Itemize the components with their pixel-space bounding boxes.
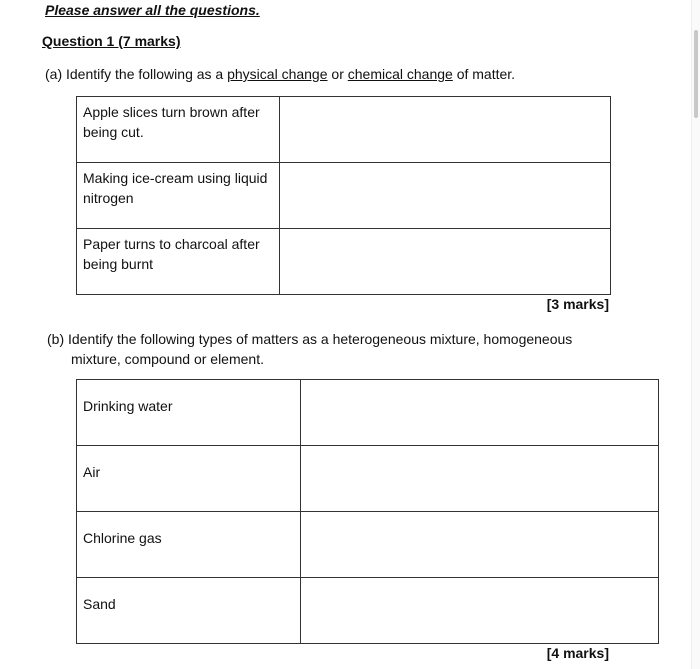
table-row xyxy=(77,163,611,229)
item-cell: Sand xyxy=(77,578,301,644)
scrollbar-thumb[interactable] xyxy=(694,30,698,118)
answer-cell[interactable] xyxy=(280,163,611,229)
part-a-marks: [3 marks] xyxy=(546,296,609,312)
part-b-line2: mixture, compound or element. xyxy=(71,351,264,367)
question-title: Question 1 (7 marks) xyxy=(42,33,181,49)
part-a-suffix: of matter. xyxy=(452,66,516,82)
instruction-text: Please answer all the questions. xyxy=(45,2,260,18)
part-b-line1: (b) Identify the following types of matters as a heterogeneous mixture, homogeneous xyxy=(47,331,573,347)
item-cell: Paper turns to charcoal after being burnt xyxy=(77,229,280,295)
answer-cell[interactable] xyxy=(301,446,659,512)
item-cell: Air xyxy=(77,446,301,512)
part-b-table xyxy=(76,379,659,644)
part-a-term-physical: physical change xyxy=(227,66,328,82)
table-row xyxy=(77,97,611,163)
part-b-marks: [4 marks] xyxy=(546,645,609,661)
table-row xyxy=(77,380,659,446)
table-row xyxy=(77,229,611,295)
item-cell: Drinking water xyxy=(77,380,301,446)
part-a-table xyxy=(76,96,611,295)
item-cell: Chlorine gas xyxy=(77,512,301,578)
answer-cell[interactable] xyxy=(301,380,659,446)
item-cell: Apple slices turn brown after being cut. xyxy=(77,97,280,163)
answer-cell[interactable] xyxy=(280,97,611,163)
part-a-term-chemical: chemical change xyxy=(347,66,453,82)
part-a-prompt xyxy=(45,66,515,82)
answer-cell[interactable] xyxy=(301,578,659,644)
table-row xyxy=(77,512,659,578)
item-cell: Making ice-cream using liquid nitrogen xyxy=(77,163,280,229)
part-b-prompt xyxy=(47,329,627,369)
table-row xyxy=(77,446,659,512)
table-row xyxy=(77,578,659,644)
answer-cell[interactable] xyxy=(301,512,659,578)
part-a-prefix: (a) Identify the following as a xyxy=(45,66,228,82)
answer-cell[interactable] xyxy=(280,229,611,295)
part-a-middle: or xyxy=(327,66,348,82)
